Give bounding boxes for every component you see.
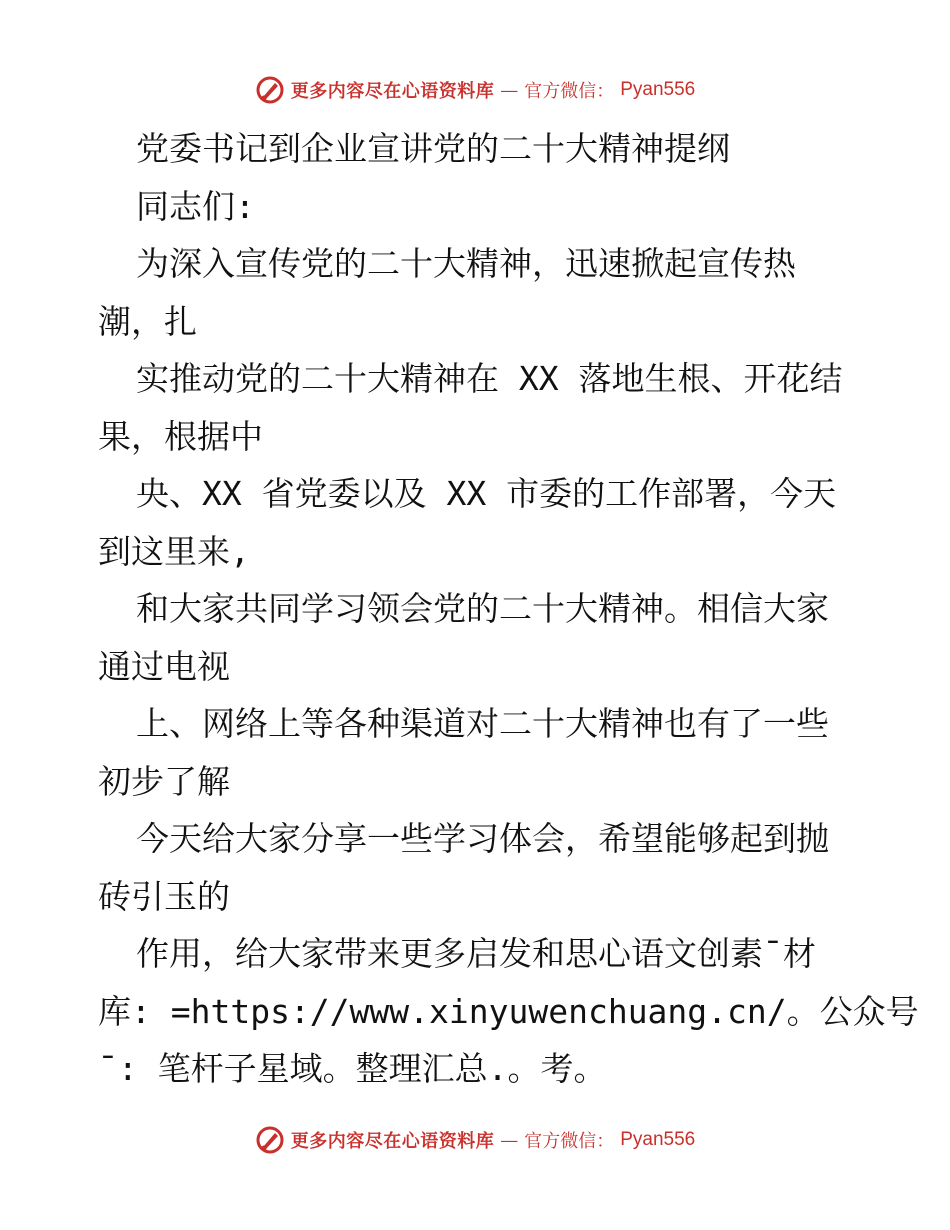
document-body — [98, 120, 919, 1098]
text-line: 实推动党的二十大精神在 XX 落地生根、开花结 — [136, 359, 843, 398]
banner-wechat-label: 官方微信： — [524, 81, 615, 102]
banner-wechat-label: 官方微信： — [524, 1131, 615, 1152]
text-line: 通过电视 — [98, 646, 230, 686]
text-line: 潮，扎 — [98, 301, 197, 341]
document-title: 党委书记到企业宣讲党的二十大精神提纲 — [136, 129, 730, 168]
banner-wechat-id: Pyan556 — [620, 79, 696, 100]
footer-banner[interactable] — [0, 1120, 950, 1160]
text-line: 到这里来, — [98, 531, 250, 571]
text-line: 央、XX 省党委以及 XX 市委的工作部署，今天 — [136, 474, 837, 513]
banner-dash: — — [500, 79, 519, 101]
banner-brand-text: 更多内容尽在心语资料库 — [290, 81, 495, 102]
banner-wechat-id: Pyan556 — [620, 1129, 696, 1150]
banner-brand-text: 更多内容尽在心语资料库 — [290, 1131, 495, 1152]
text-line: 为深入宣传党的二十大精神，迅速掀起宣传热 — [136, 244, 796, 283]
banner-dash: — — [500, 1129, 519, 1151]
text-line: 今天给大家分享一些学习体会，希望能够起到抛 — [136, 819, 829, 858]
text-line: 上、网络上等各种渠道对二十大精神也有了一些 — [136, 704, 829, 743]
text-line: 砖引玉的 — [98, 876, 230, 916]
salutation: 同志们: — [136, 186, 255, 226]
text-line: ¯: 笔杆子星域。整理汇总.。考。 — [98, 1049, 607, 1088]
brand-logo-icon — [255, 75, 285, 105]
text-line: 初步了解 — [98, 761, 230, 801]
header-banner[interactable] — [0, 70, 950, 110]
text-line: 作用，给大家带来更多启发和思心语文创素¯材 — [136, 934, 816, 973]
brand-logo-icon — [255, 1125, 285, 1155]
text-line: 库: =https://www.xinyuwenchuang.cn/。公众号 — [98, 991, 919, 1031]
text-line: 和大家共同学习领会党的二十大精神。相信大家 — [136, 589, 829, 628]
text-line: 果，根据中 — [98, 416, 263, 456]
